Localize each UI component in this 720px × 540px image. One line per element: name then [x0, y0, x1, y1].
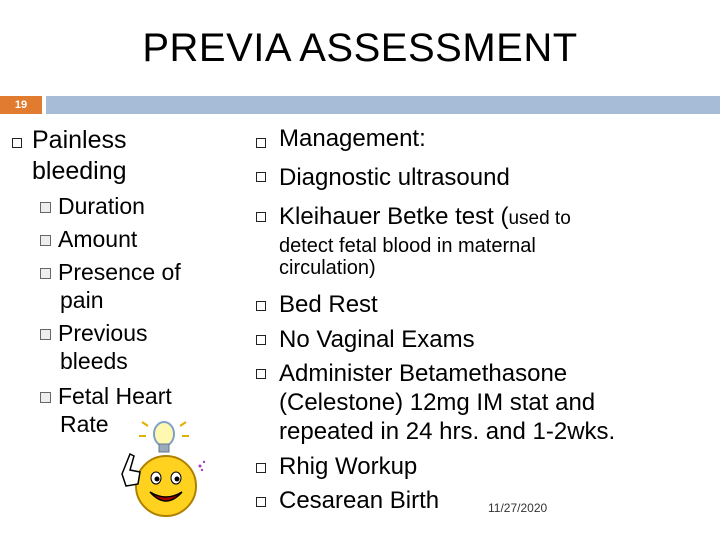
bullet-icon — [256, 172, 266, 182]
right-item-no-vaginal-exams: No Vaginal Exams — [279, 326, 475, 353]
right-item-kleihauer-cont1: detect fetal blood in maternal — [279, 235, 536, 257]
bullet-icon — [256, 138, 266, 148]
bullet-icon — [256, 463, 266, 473]
sub-item-presence: Presence of — [40, 258, 181, 286]
sub-bullet-icon — [40, 202, 51, 213]
right-item-betamethasone-cont1: (Celestone) 12mg IM stat and — [279, 389, 596, 416]
bullet-icon — [256, 301, 266, 311]
right-item-betamethasone: Administer Betamethasone — [279, 360, 568, 387]
header-bar — [46, 96, 720, 114]
sub-item-previous-cont: bleeds — [60, 348, 128, 374]
bullet-icon — [256, 369, 266, 379]
right-item-management: Management: — [279, 125, 426, 152]
sub-bullet-icon — [40, 329, 51, 340]
sub-bullet-icon — [40, 268, 51, 279]
right-item-kleihauer-cont2: circulation) — [279, 257, 376, 279]
sub-bullet-icon — [40, 392, 51, 403]
right-item-rhig-workup: Rhig Workup — [279, 453, 418, 480]
right-item-bed-rest: Bed Rest — [279, 291, 378, 318]
slide-date: 11/27/2020 — [488, 501, 548, 515]
page-number: 19 — [0, 96, 42, 114]
right-item-cesarean: Cesarean Birth — [279, 487, 440, 514]
sub-item-presence-cont: pain — [60, 287, 104, 313]
right-item-ultrasound: Diagnostic ultrasound — [279, 164, 510, 191]
pointing-hand-icon — [122, 454, 140, 486]
smiley-with-lightbulb-icon — [112, 418, 212, 522]
sub-item-amount: Amount — [40, 225, 137, 253]
bullet-icon — [256, 497, 266, 507]
left-main-line2: bleeding — [32, 157, 127, 185]
left-main-line1: Painless — [32, 126, 127, 154]
lightbulb-icon — [139, 422, 189, 452]
bullet-icon — [256, 335, 266, 345]
right-item-betamethasone-cont2: repeated in 24 hrs. and 1-2wks. — [279, 418, 616, 445]
sub-bullet-icon — [40, 235, 51, 246]
bullet-icon — [256, 212, 266, 222]
smiley-face-icon — [136, 456, 196, 516]
bullet-icon — [12, 138, 22, 148]
right-item-kleihauer: Kleihauer Betke test (used to — [279, 203, 571, 230]
sub-item-duration: Duration — [40, 192, 145, 220]
slide-title: PREVIA ASSESSMENT — [142, 26, 578, 70]
sub-item-previous: Previous — [40, 319, 147, 347]
sub-item-fetal-cont: Rate — [60, 411, 109, 437]
sub-item-fetal: Fetal Heart — [40, 382, 172, 410]
